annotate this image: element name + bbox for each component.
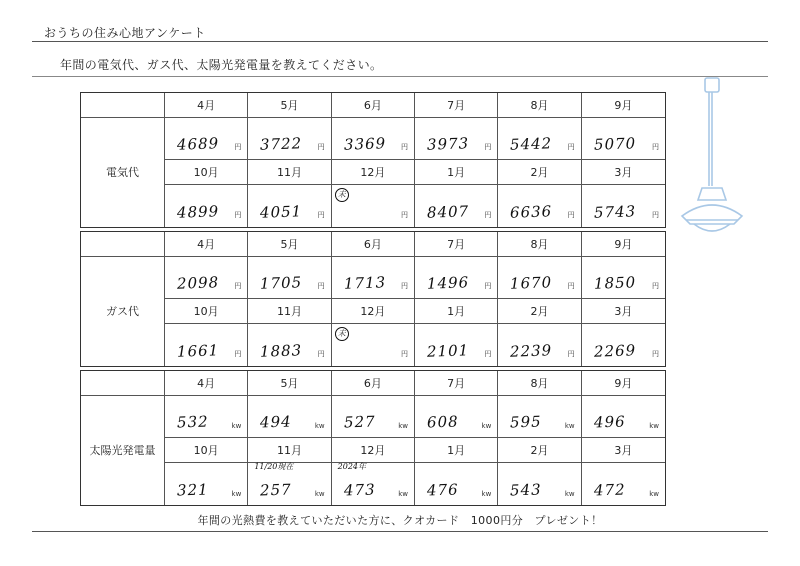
- month-header: 11月: [248, 299, 331, 324]
- month-header: 6月: [332, 371, 415, 396]
- unit-label: 円: [317, 282, 325, 290]
- handwritten-value: 321: [176, 480, 209, 500]
- header-corner-cell: [81, 371, 165, 396]
- handwritten-value: 608: [426, 412, 459, 432]
- handwritten-value: 1670: [510, 273, 553, 293]
- month-header: 12月: [332, 299, 415, 324]
- handwritten-value: 2269: [593, 341, 637, 361]
- month-header: 12月: [332, 160, 415, 185]
- handwritten-value: 2101: [426, 341, 470, 361]
- handwritten-value: 496: [593, 412, 626, 432]
- value-cell: [248, 185, 331, 227]
- handwritten-value: 472: [593, 480, 626, 500]
- value-cell: [582, 396, 665, 438]
- month-header: 8月: [498, 232, 581, 257]
- section-label-line: 電気代: [106, 165, 139, 179]
- month-header: 4月: [165, 371, 248, 396]
- section-label-line: ガス代: [106, 304, 139, 318]
- question-rule: [32, 76, 768, 77]
- month-header: 9月: [582, 232, 665, 257]
- value-cell: [165, 118, 248, 160]
- month-header: 5月: [248, 371, 331, 396]
- unit-label: 円: [567, 350, 575, 358]
- handwritten-value: 4051: [260, 202, 303, 222]
- unit-label: 円: [401, 350, 408, 358]
- value-cell: [165, 396, 248, 438]
- survey-table: [80, 92, 666, 509]
- value-cell: [582, 463, 665, 505]
- value-cell: [498, 185, 581, 227]
- month-header: 10月: [165, 160, 248, 185]
- value-cell: [415, 257, 498, 299]
- section-label-line: 太陽光: [89, 443, 123, 457]
- handwritten-value: 595: [510, 412, 543, 432]
- not-yet-stamp: 未: [335, 327, 349, 341]
- unit-label: 円: [234, 143, 242, 151]
- value-cell: [498, 324, 581, 366]
- value-cell: [415, 118, 498, 160]
- value-cell: [248, 396, 331, 438]
- unit-label: kw: [564, 422, 575, 430]
- month-header: 6月: [332, 93, 415, 118]
- unit-label: 円: [234, 350, 242, 358]
- month-header: 4月: [165, 232, 248, 257]
- month-header: 9月: [582, 93, 665, 118]
- month-header: 2月: [498, 438, 581, 463]
- footer-offer-text: 年間の光熱費を教えていただいた方に、クオカード 1000円分 プレゼント！: [197, 514, 603, 527]
- not-yet-stamp: 未: [335, 188, 349, 202]
- handwritten-value: 5743: [593, 202, 637, 222]
- handwritten-value: 1496: [426, 273, 470, 293]
- value-cell: [498, 257, 581, 299]
- section-label: [81, 257, 165, 366]
- value-cell: [415, 396, 498, 438]
- unit-label: 円: [484, 143, 492, 151]
- handwritten-value: 3369: [343, 134, 387, 154]
- handwritten-value: 2098: [176, 273, 220, 293]
- value-cell: [248, 257, 331, 299]
- unit-label: 円: [484, 282, 492, 290]
- handwritten-value: 494: [260, 412, 293, 432]
- value-cell: [165, 185, 248, 227]
- section-label: [81, 396, 165, 505]
- handwritten-value: 4689: [176, 134, 220, 154]
- value-cell: [582, 118, 665, 160]
- survey-section: [80, 92, 666, 228]
- unit-label: 円: [652, 143, 659, 151]
- month-header: 11月: [248, 160, 331, 185]
- month-header: 2月: [498, 299, 581, 324]
- unit-label: 円: [234, 211, 242, 219]
- handwritten-value: 473: [343, 480, 376, 500]
- unit-label: 円: [317, 211, 325, 219]
- handwritten-value: 1661: [176, 341, 220, 361]
- value-cell: [498, 463, 581, 505]
- unit-label: kw: [398, 490, 408, 498]
- value-cell: [165, 257, 248, 299]
- handwritten-value: 1713: [343, 273, 387, 293]
- handwritten-note: 11/20現在: [254, 462, 294, 471]
- handwritten-value: 2239: [510, 341, 553, 361]
- unit-label: kw: [398, 422, 408, 430]
- value-cell: [582, 324, 665, 366]
- unit-label: kw: [481, 490, 492, 498]
- unit-label: 円: [234, 282, 242, 290]
- unit-label: 円: [652, 211, 659, 219]
- unit-label: 円: [317, 350, 325, 358]
- handwritten-value: 1850: [593, 273, 637, 293]
- value-cell: [248, 324, 331, 366]
- month-header: 5月: [248, 232, 331, 257]
- unit-label: 円: [484, 211, 492, 219]
- handwritten-value: 543: [510, 480, 543, 500]
- month-header: 7月: [415, 232, 498, 257]
- value-cell: [165, 324, 248, 366]
- value-cell: [498, 118, 581, 160]
- unit-label: kw: [649, 422, 659, 430]
- month-header: 3月: [582, 299, 665, 324]
- handwritten-value: 5070: [593, 134, 637, 154]
- pendant-lamp-illustration: [672, 76, 752, 256]
- month-header: 11月: [248, 438, 331, 463]
- value-cell: [415, 463, 498, 505]
- value-cell: [332, 324, 415, 366]
- unit-label: 円: [484, 350, 492, 358]
- header-corner-cell: [81, 93, 165, 118]
- handwritten-value: 8407: [426, 202, 470, 222]
- unit-label: kw: [231, 422, 242, 430]
- unit-label: kw: [314, 422, 325, 430]
- value-cell: [165, 463, 248, 505]
- month-header: 5月: [248, 93, 331, 118]
- unit-label: kw: [564, 490, 575, 498]
- handwritten-value: 5442: [510, 134, 553, 154]
- month-header: 10月: [165, 299, 248, 324]
- month-header: 1月: [415, 438, 498, 463]
- survey-title: おうちの住み心地アンケート: [44, 26, 206, 40]
- month-header: 4月: [165, 93, 248, 118]
- value-cell: [332, 396, 415, 438]
- handwritten-value: 476: [426, 480, 459, 500]
- handwritten-value: 3973: [426, 134, 470, 154]
- month-header: 8月: [498, 371, 581, 396]
- value-cell: [498, 396, 581, 438]
- month-header: 3月: [582, 438, 665, 463]
- value-cell: [582, 185, 665, 227]
- value-cell: [332, 463, 415, 505]
- footer-rule: [32, 531, 768, 532]
- unit-label: kw: [649, 490, 659, 498]
- value-cell: [415, 324, 498, 366]
- value-cell: [332, 185, 415, 227]
- unit-label: 円: [652, 282, 659, 290]
- header-corner-cell: [81, 232, 165, 257]
- month-header: 6月: [332, 232, 415, 257]
- handwritten-note: 2024年: [337, 462, 367, 471]
- unit-label: 円: [567, 282, 575, 290]
- month-header: 12月: [332, 438, 415, 463]
- month-header: 10月: [165, 438, 248, 463]
- value-cell: [248, 463, 331, 505]
- month-header: 3月: [582, 160, 665, 185]
- section-label-line: 発電量: [122, 443, 156, 457]
- handwritten-value: 527: [343, 412, 376, 432]
- month-header: 1月: [415, 299, 498, 324]
- month-header: 7月: [415, 371, 498, 396]
- unit-label: kw: [231, 490, 242, 498]
- question-text: 年間の電気代、ガス代、太陽光発電量を教えてください。: [60, 58, 383, 72]
- unit-label: 円: [317, 143, 325, 151]
- title-rule: [32, 41, 768, 42]
- value-cell: [332, 118, 415, 160]
- handwritten-value: 1705: [260, 273, 303, 293]
- handwritten-value: 4899: [176, 202, 220, 222]
- survey-section: [80, 231, 666, 367]
- unit-label: kw: [314, 490, 325, 498]
- month-header: 8月: [498, 93, 581, 118]
- month-header: 1月: [415, 160, 498, 185]
- unit-label: 円: [401, 143, 408, 151]
- survey-section: [80, 370, 666, 506]
- handwritten-value: 1883: [260, 341, 303, 361]
- unit-label: 円: [401, 211, 408, 219]
- unit-label: kw: [481, 422, 492, 430]
- handwritten-value: 6636: [510, 202, 553, 222]
- handwritten-value: 3722: [260, 134, 303, 154]
- month-header: 7月: [415, 93, 498, 118]
- value-cell: [582, 257, 665, 299]
- month-header: 9月: [582, 371, 665, 396]
- unit-label: 円: [401, 282, 408, 290]
- handwritten-value: 257: [260, 480, 293, 500]
- month-header: 2月: [498, 160, 581, 185]
- unit-label: 円: [567, 211, 575, 219]
- value-cell: [415, 185, 498, 227]
- value-cell: [248, 118, 331, 160]
- unit-label: 円: [567, 143, 575, 151]
- handwritten-value: 532: [176, 412, 209, 432]
- section-label: [81, 118, 165, 227]
- value-cell: [332, 257, 415, 299]
- unit-label: 円: [652, 350, 659, 358]
